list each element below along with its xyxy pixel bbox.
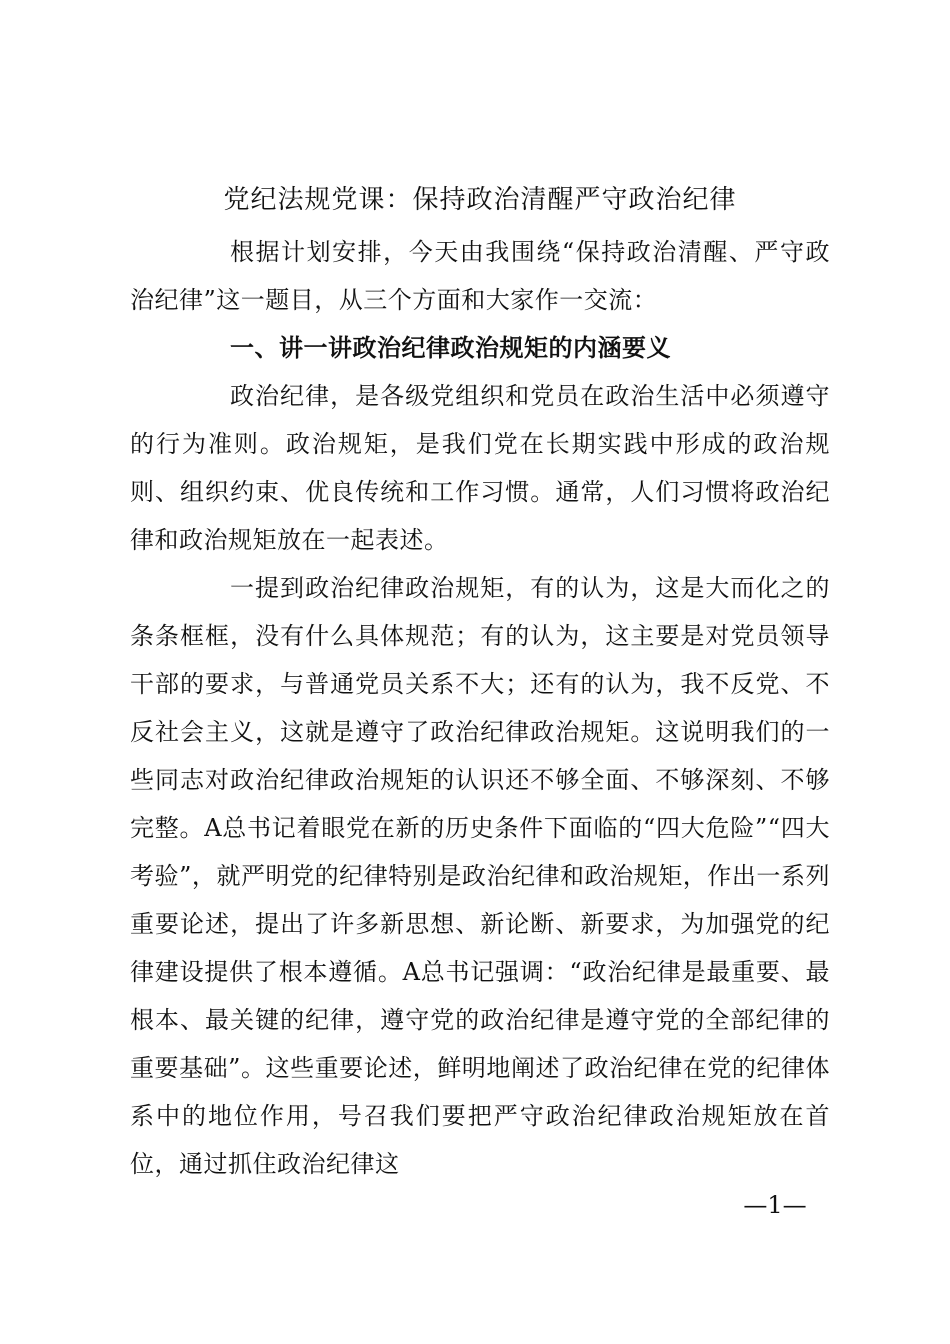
intro-paragraph: 根据计划安排，今天由我围绕“保持政治清醒、严守政治纪律”这一题目，从三个方面和大家作一交流： [130, 238, 830, 314]
body-paragraph: 政治纪律，是各级党组织和党员在政治生活中必须遵守的行为准则。政治规矩，是我们党在长期实践中形成的政治规则、组织约束、优良传统和工作习惯。通常，人们习惯将政治纪律和政治规矩放在一起表述。 [130, 382, 830, 554]
page-number: —1— [743, 1191, 807, 1219]
document-title: 党纪法规党课：保持政治清醒严守政治纪律 [223, 185, 737, 215]
document-body [130, 228, 830, 1188]
body-paragraph: 一提到政治纪律政治规矩，有的认为，这是大而化之的条条框框，没有什么具体规范；有的认为，这主要是对党员领导干部的要求，与普通党员关系不大；还有的认为，我不反党、不反社会主义，这就是遵守了政治纪律政治规矩。这说明我们的一些同志对政治纪律政治规矩的认识还不够全面、不够深刻、不够完整。A总书记着眼党在新的历史条件下面临的“四大危险”“四大考验”，就严明党的纪律特别是政治纪律和政治规矩，作出一系列重要论述，提出了许多新思想、新论断、新要求，为加强党的纪律建设提供了根本遵循。A总书记强调：“政治纪律是最重要、最根本、最关键的纪律，遵守党的政治纪律是遵守党的全部纪律的重要基础”。这些重要论述，鲜明地阐述了政治纪律在党的纪律体系中的地位作用，号召我们要把严守政治纪律政治规矩放在首位，通过抓住政治纪律这 [130, 574, 830, 1178]
section-heading: 一、讲一讲政治纪律政治规矩的内涵要义 [230, 334, 671, 362]
